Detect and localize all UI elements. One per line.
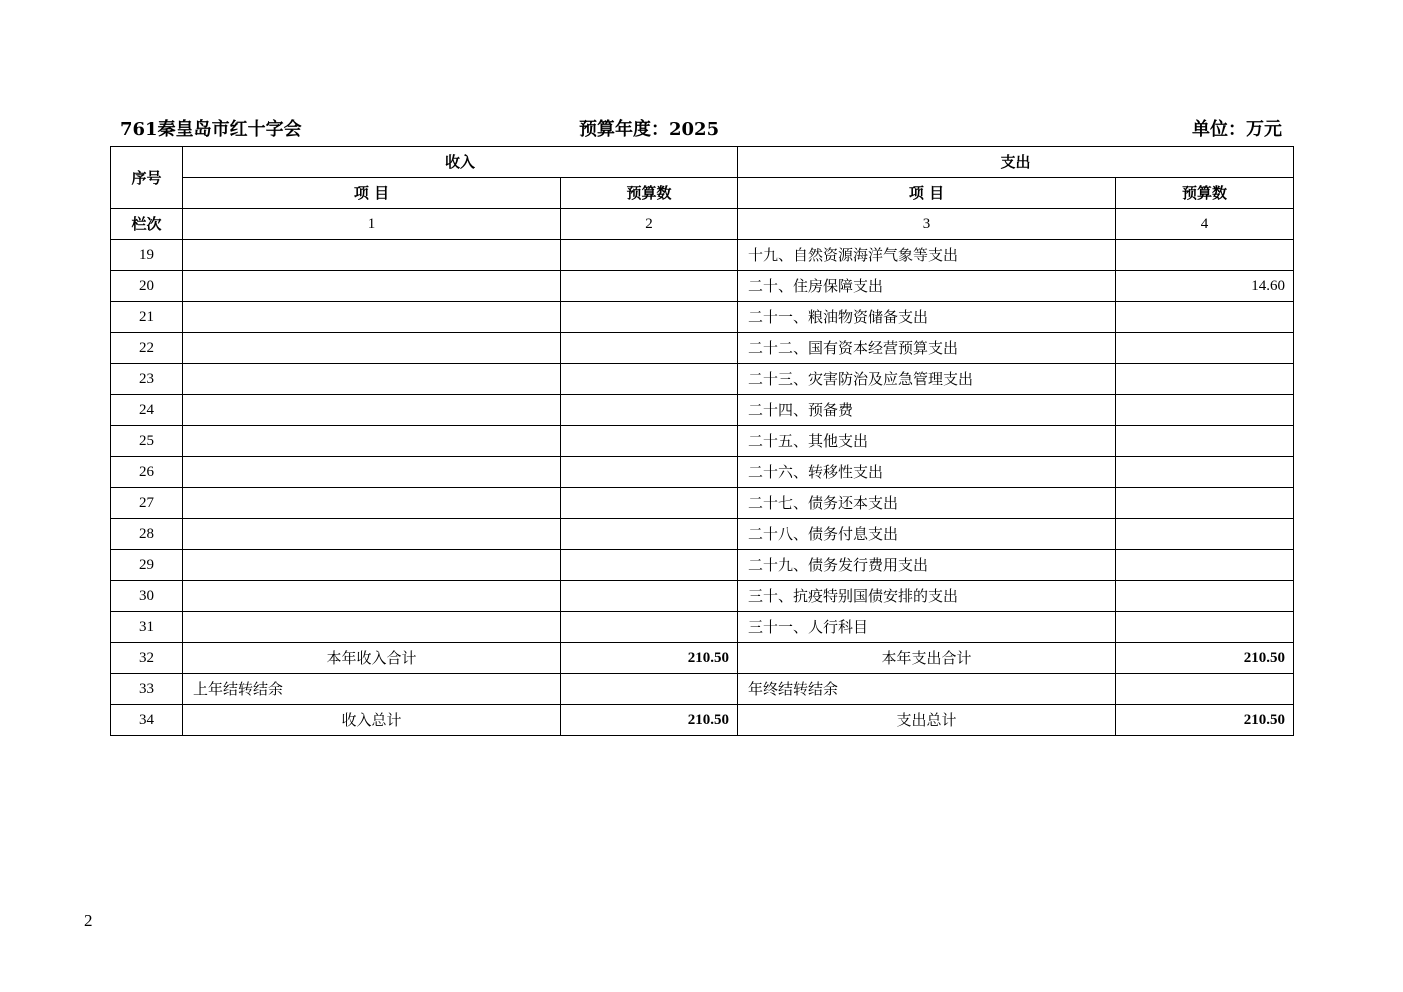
expense-amount-cell: 14.60 <box>1116 271 1294 302</box>
income-item-cell: 本年收入合计 <box>183 643 561 674</box>
seq-cell: 22 <box>111 333 183 364</box>
expense-amount-cell <box>1116 364 1294 395</box>
expense-amount-cell <box>1116 395 1294 426</box>
index-1: 1 <box>183 209 561 240</box>
budget-year: 预算年度：2025 <box>579 119 720 140</box>
expense-item-cell: 二十九、债务发行费用支出 <box>738 550 1116 581</box>
expense-item-cell: 二十七、债务还本支出 <box>738 488 1116 519</box>
seq-cell: 32 <box>111 643 183 674</box>
income-amount-cell <box>561 488 738 519</box>
seq-cell: 27 <box>111 488 183 519</box>
seq-cell: 29 <box>111 550 183 581</box>
expense-amount-cell <box>1116 612 1294 643</box>
income-amount-cell: 210.50 <box>561 705 738 736</box>
seq-cell: 21 <box>111 302 183 333</box>
income-amount-cell: 210.50 <box>561 643 738 674</box>
table-row <box>111 612 1294 643</box>
expense-item-cell: 二十五、其他支出 <box>738 426 1116 457</box>
seq-header: 序号 <box>111 147 183 209</box>
expense-item-cell: 十九、自然资源海洋气象等支出 <box>738 240 1116 271</box>
income-item-cell <box>183 271 561 302</box>
seq-cell: 19 <box>111 240 183 271</box>
seq-cell: 25 <box>111 426 183 457</box>
income-amount-cell <box>561 519 738 550</box>
table-row <box>111 271 1294 302</box>
income-item-cell: 收入总计 <box>183 705 561 736</box>
unit-label: 单位：万元 <box>1192 119 1282 140</box>
income-item-cell <box>183 240 561 271</box>
seq-cell: 20 <box>111 271 183 302</box>
table-row <box>111 457 1294 488</box>
income-item-cell <box>183 302 561 333</box>
expense-item-cell: 二十、住房保障支出 <box>738 271 1116 302</box>
expense-amount-cell <box>1116 519 1294 550</box>
expense-amount-cell <box>1116 240 1294 271</box>
expense-amount-cell: 210.50 <box>1116 643 1294 674</box>
table-row <box>111 240 1294 271</box>
table-row <box>111 519 1294 550</box>
income-item-cell <box>183 364 561 395</box>
income-amount-cell <box>561 395 738 426</box>
income-amount-cell <box>561 364 738 395</box>
income-amount-cell <box>561 426 738 457</box>
table-row <box>111 550 1294 581</box>
header-row-columns <box>111 178 1294 209</box>
expense-amount-cell <box>1116 488 1294 519</box>
income-amount-cell <box>561 674 738 705</box>
expense-amount-cell <box>1116 426 1294 457</box>
seq-cell: 28 <box>111 519 183 550</box>
table-row <box>111 364 1294 395</box>
income-amount-cell <box>561 333 738 364</box>
expense-item-cell: 年终结转结余 <box>738 674 1116 705</box>
income-item-cell <box>183 612 561 643</box>
page-number: 2 <box>84 911 93 930</box>
grand-total-row <box>111 705 1294 736</box>
expense-item-cell: 二十八、债务付息支出 <box>738 519 1116 550</box>
seq-cell: 33 <box>111 674 183 705</box>
income-item-cell <box>183 519 561 550</box>
header-row-group <box>111 147 1294 178</box>
income-amount-cell <box>561 271 738 302</box>
expense-item-cell: 二十一、粮油物资储备支出 <box>738 302 1116 333</box>
index-4: 4 <box>1116 209 1294 240</box>
income-amount-cell <box>561 581 738 612</box>
table-row <box>111 426 1294 457</box>
income-item-cell <box>183 395 561 426</box>
seq-cell: 23 <box>111 364 183 395</box>
seq-cell: 31 <box>111 612 183 643</box>
seq-cell: 34 <box>111 705 183 736</box>
income-item-cell <box>183 457 561 488</box>
carry-over-row <box>111 674 1294 705</box>
index-row <box>111 209 1294 240</box>
seq-cell: 26 <box>111 457 183 488</box>
expense-item-cell: 支出总计 <box>738 705 1116 736</box>
income-item-cell <box>183 333 561 364</box>
income-amount-cell <box>561 302 738 333</box>
budget-table <box>110 146 1294 736</box>
index-3: 3 <box>738 209 1116 240</box>
index-label: 栏次 <box>111 209 183 240</box>
expense-amount-cell <box>1116 457 1294 488</box>
income-item-cell: 上年结转结余 <box>183 674 561 705</box>
expense-header: 支出 <box>738 147 1294 178</box>
income-amount-cell <box>561 457 738 488</box>
expense-item-cell: 本年支出合计 <box>738 643 1116 674</box>
organization-title: 761秦皇岛市红十字会 <box>120 119 302 140</box>
expense-item-cell: 二十二、国有资本经营预算支出 <box>738 333 1116 364</box>
expense-amount-cell <box>1116 302 1294 333</box>
income-item-cell <box>183 550 561 581</box>
expense-item-header: 项 目 <box>738 178 1116 209</box>
seq-cell: 24 <box>111 395 183 426</box>
expense-item-cell: 二十三、灾害防治及应急管理支出 <box>738 364 1116 395</box>
income-item-cell <box>183 581 561 612</box>
income-amount-cell <box>561 240 738 271</box>
index-2: 2 <box>561 209 738 240</box>
expense-item-cell: 二十六、转移性支出 <box>738 457 1116 488</box>
expense-amount-cell <box>1116 674 1294 705</box>
table-row <box>111 488 1294 519</box>
expense-amount-header: 预算数 <box>1116 178 1294 209</box>
expense-amount-cell <box>1116 581 1294 612</box>
income-item-cell <box>183 488 561 519</box>
table-row <box>111 302 1294 333</box>
expense-amount-cell <box>1116 333 1294 364</box>
expense-item-cell: 二十四、预备费 <box>738 395 1116 426</box>
expense-amount-cell: 210.50 <box>1116 705 1294 736</box>
table-row <box>111 333 1294 364</box>
expense-item-cell: 三十、抗疫特别国债安排的支出 <box>738 581 1116 612</box>
table-row <box>111 395 1294 426</box>
expense-amount-cell <box>1116 550 1294 581</box>
seq-cell: 30 <box>111 581 183 612</box>
income-header: 收入 <box>183 147 738 178</box>
table-row <box>111 581 1294 612</box>
total-year-row <box>111 643 1294 674</box>
income-item-header: 项 目 <box>183 178 561 209</box>
income-amount-header: 预算数 <box>561 178 738 209</box>
income-item-cell <box>183 426 561 457</box>
income-amount-cell <box>561 612 738 643</box>
expense-item-cell: 三十一、人行科目 <box>738 612 1116 643</box>
income-amount-cell <box>561 550 738 581</box>
